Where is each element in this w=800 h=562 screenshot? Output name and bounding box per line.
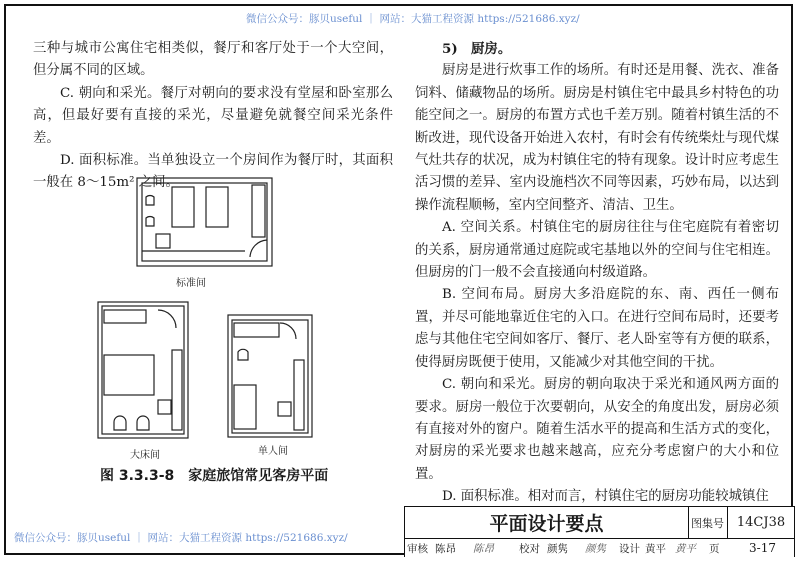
standard-room-plan [137,178,272,266]
atlas-no: 14CJ38 [736,515,786,530]
paragraph: 厨房是进行炊事工作的场所。有时还是用餐、洗衣、准备饲料、储藏物品的场所。厨房是村镇住宅中最具乡村特色的功能空间之一。厨房的布置方式也千差万别。随着村镇生活的不断改进，现代设备开始进入农村，有时会有传统柴灶与现代煤气灶共存的状况，成为村镇住宅的特有现象。设计时应考虑生活习惯的差异、室内设施档次不同等因素，巧妙布局，以达到操作流程顺畅，室内空间整齐、清洁、卫生。 [415,63,779,213]
check-label: 校对 [519,543,540,555]
atlas-no-label: 图集号 [688,507,728,538]
single-room-plan [228,315,312,437]
designer-signature: 黄平 [675,543,696,555]
figure-caption: 图 3.3.3-8 家庭旅馆常见客房平面 [100,468,329,484]
paragraph: C. 朝向和采光。餐厅对朝向的要求没有堂屋和卧室那么高，但最好要有直接的采光，尽量避免就餐空间采光条件差。 [33,85,393,146]
right-column [415,38,779,509]
signature-row [405,538,794,559]
reviewer-signature: 陈昂 [473,543,494,555]
paragraph: A. 空间关系。村镇住宅的厨房往往与住宅庭院有着密切的关系，厨房通常通过庭院或宅基地以外的空间与住宅相连。但厨房的门一般不会直接通向村级道路。 [415,220,779,281]
watermark-top: 微信公众号：豚贝useful ｜ 网站：大猫工程资源 https://521686.xyz/ [246,13,580,25]
reviewer: 陈昂 [435,543,456,555]
design-label: 设计 [619,543,640,555]
drawing-title: 平面设计要点 [405,507,689,539]
paragraph: D. 面积标准。当单独设立一个房间作为餐厅时，其面积一般在 8～15m² 之间。 [33,153,393,191]
floor-plans-drawing [80,170,400,460]
checker-signature: 颜隽 [585,543,606,555]
section-heading: 5) 厨房。 [442,41,512,57]
paragraph: 三种与城市公寓住宅相类似，餐厅和客厅处于一个大空间，但分属不同的区域。 [33,41,393,79]
paragraph: D. 面积标准。相对而言，村镇住宅的厨房功能较城镇住 [442,489,769,505]
paragraph: B. 空间布局。厨房大多沿庭院的东、南、西任一侧布置，并尽可能地靠近住宅的入口。在进行空间布局时，还要考虑与其他住宅空间如客厅、餐厅、老人卧室等有方便的联系，使得厨房既便于使用，又能减少对其他空间的干扰。 [415,287,779,370]
review-label: 审核 [407,543,428,555]
floor-plans-figure [80,170,400,460]
page-label: 页 [709,543,720,555]
paragraph: C. 朝向和采光。厨房的朝向取决于采光和通风两方面的要求。厨房一般位于次要朝向，从安全的角度出发，厨房必须有直接对外的窗户。随着生活水平的提高和生活方式的变化，对厨房的采光要求也越来越高，应充分考虑窗户的大小和位置。 [415,377,779,482]
title-block [404,506,795,557]
label-single-room: 单人间 [258,446,288,457]
label-standard-room: 标准间 [176,278,206,289]
checker: 颜隽 [547,543,568,555]
watermark-bottom: 微信公众号：豚贝useful ｜ 网站：大猫工程资源 https://521686.xyz/ [14,532,348,544]
large-bed-room-plan [98,302,188,438]
designer: 黄平 [645,543,666,555]
label-large-bed-room: 大床间 [130,450,160,461]
page-number: 3-17 [749,541,776,555]
